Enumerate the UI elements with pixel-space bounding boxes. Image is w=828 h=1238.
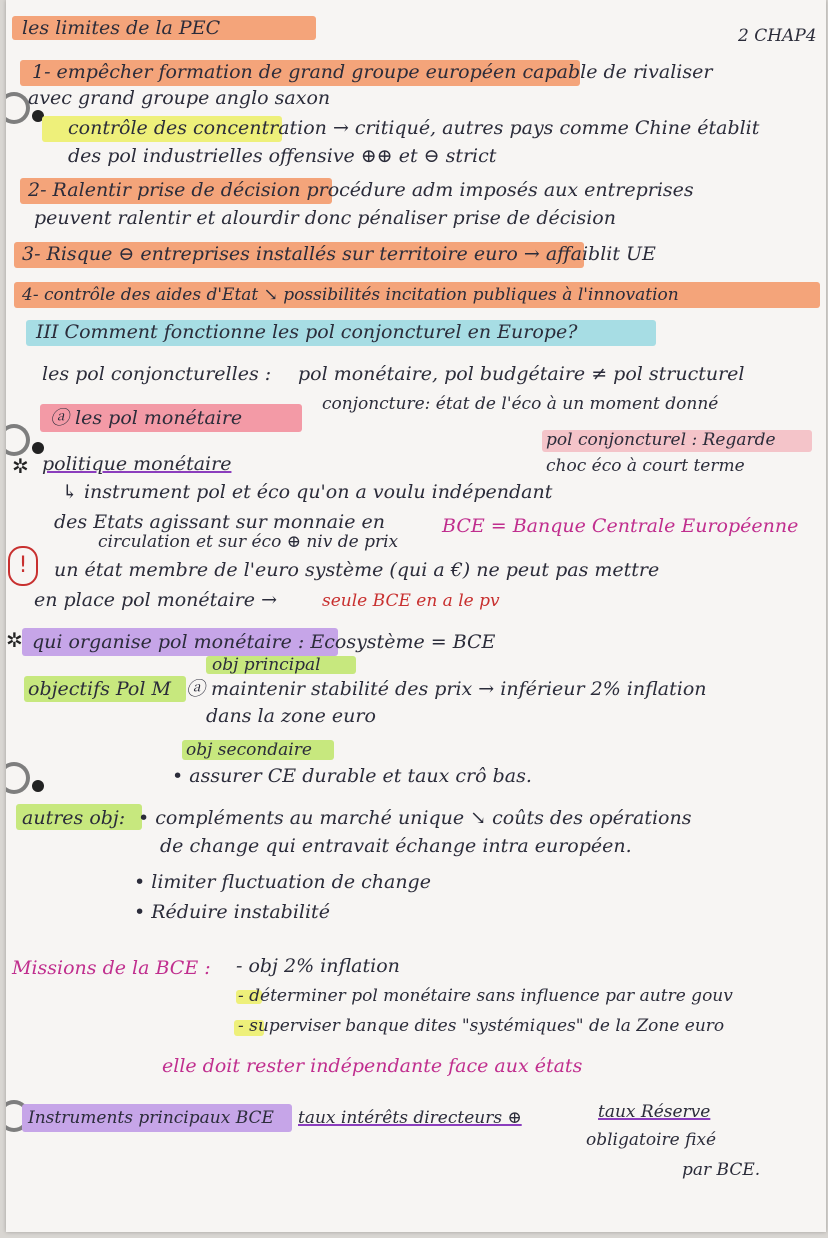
line: conjoncture: état de l'éco à un moment donné bbox=[322, 394, 719, 414]
line: obj secondaire bbox=[186, 740, 312, 760]
line: dans la zone euro bbox=[206, 705, 376, 727]
line: obj principal bbox=[212, 655, 321, 675]
page-title: les limites de la PEC bbox=[22, 17, 221, 39]
line: des Etats agissant sur monnaie en bbox=[54, 511, 385, 533]
line: - déterminer pol monétaire sans influence par autre gouv bbox=[238, 986, 733, 1006]
line: 4- contrôle des aides d'Etat ↘ possibilités incitation publiques à l'innovation bbox=[22, 285, 679, 305]
line: Instruments principaux BCE bbox=[28, 1108, 274, 1128]
line: ⓐ maintenir stabilité des prix → inférieur 2% inflation bbox=[186, 678, 707, 700]
line: - obj 2% inflation bbox=[236, 955, 400, 977]
star-icon: ✲ bbox=[12, 454, 29, 478]
line: • assurer CE durable et taux crô bas. bbox=[172, 765, 532, 787]
line: ↳ instrument pol et éco qu'on a voulu indépendant bbox=[62, 481, 553, 503]
line: autres obj: bbox=[22, 807, 126, 829]
line: politique monétaire bbox=[42, 453, 232, 475]
line: des pol industrielles offensive ⊕⊕ et ⊖ strict bbox=[68, 145, 497, 167]
line: 1- empêcher formation de grand groupe européen capable de rivaliser bbox=[32, 61, 713, 83]
line: taux Réserve bbox=[598, 1102, 711, 1122]
line: de change qui entravait échange intra européen. bbox=[160, 835, 632, 857]
line: en place pol monétaire → bbox=[34, 589, 277, 611]
binder-hole-icon bbox=[32, 780, 44, 792]
binder-ring-icon bbox=[6, 762, 30, 794]
binder-ring-icon bbox=[6, 92, 30, 124]
warning-icon: ! bbox=[8, 546, 38, 586]
line: obligatoire fixé bbox=[586, 1130, 717, 1150]
line: • compléments au marché unique ↘ coûts des opérations bbox=[138, 807, 692, 829]
line: Missions de la BCE : bbox=[12, 957, 211, 979]
line: un état membre de l'euro système (qui a €) ne peut pas mettre bbox=[54, 559, 660, 581]
line: seule BCE en a le pv bbox=[322, 591, 500, 611]
line: qui organise pol monétaire : Ecosystème = BCE bbox=[32, 631, 496, 653]
line: • Réduire instabilité bbox=[134, 901, 330, 923]
binder-ring-icon bbox=[6, 424, 30, 456]
line: pol conjoncturel : Regarde bbox=[546, 430, 776, 450]
line: peuvent ralentir et alourdir donc pénaliser prise de décision bbox=[34, 207, 616, 229]
section-heading: III Comment fonctionne les pol conjoncturel en Europe? bbox=[36, 321, 578, 343]
line: choc éco à court terme bbox=[546, 456, 745, 476]
subheading: ⓐ les pol monétaire bbox=[50, 407, 243, 429]
line: par BCE. bbox=[682, 1160, 761, 1180]
line: contrôle des concentration → critiqué, autres pays comme Chine établit bbox=[68, 117, 760, 139]
line: • limiter fluctuation de change bbox=[134, 871, 431, 893]
line: 2- Ralentir prise de décision procédure adm imposés aux entreprises bbox=[28, 179, 694, 201]
line: pol monétaire, pol budgétaire ≠ pol structurel bbox=[298, 363, 745, 385]
line: taux intérêts directeurs ⊕ bbox=[298, 1108, 522, 1128]
star-icon: ✲ bbox=[6, 628, 23, 652]
chapter-label: 2 CHAP4 bbox=[738, 26, 817, 46]
line: circulation et sur éco ⊕ niv de prix bbox=[98, 532, 399, 552]
line: - superviser banque dites "systémiques" de la Zone euro bbox=[238, 1016, 725, 1036]
line: objectifs Pol M bbox=[28, 678, 171, 700]
line: les pol conjoncturelles : bbox=[42, 363, 272, 385]
definition-bce: BCE = Banque Centrale Européenne bbox=[442, 515, 799, 537]
line: avec grand groupe anglo saxon bbox=[28, 87, 331, 109]
line: elle doit rester indépendante face aux états bbox=[162, 1055, 583, 1077]
notebook-page bbox=[6, 0, 826, 1232]
line: 3- Risque ⊖ entreprises installés sur territoire euro → affaiblit UE bbox=[22, 243, 656, 265]
